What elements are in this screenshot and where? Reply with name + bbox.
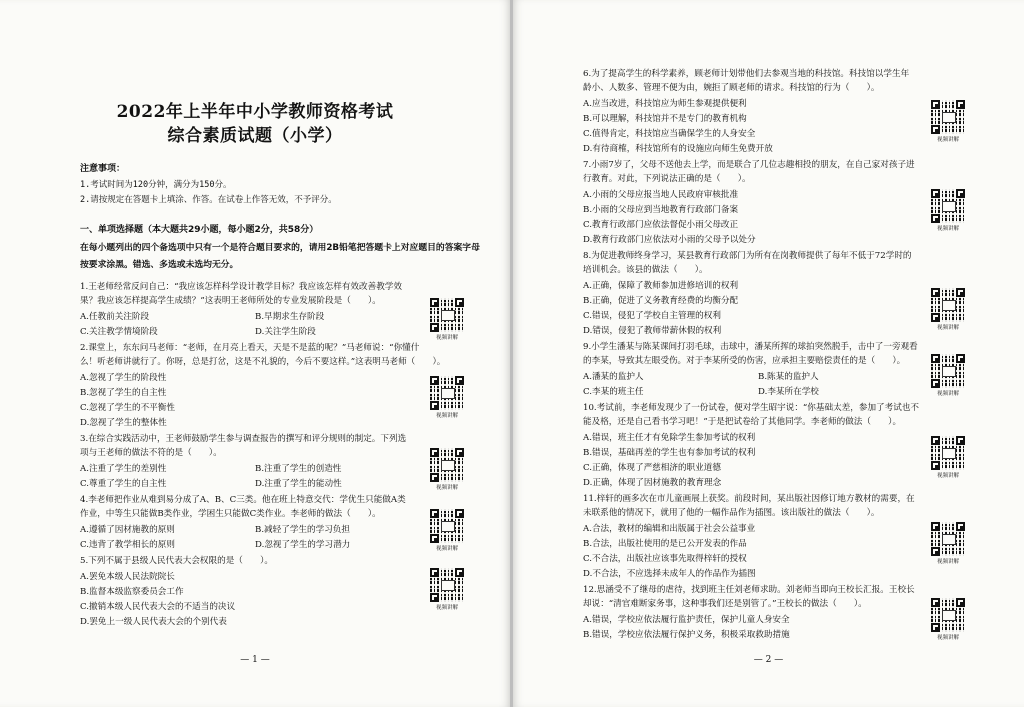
question-2-text: 么！听老师讲就行了。你呀，总是打岔，这是不礼貌的，今后不要这样。”这表明马老师（ ）。 <box>80 357 446 367</box>
q5-option-a: A.罢免本级人民法院院长 <box>80 572 175 582</box>
notes-heading: 注意事项： <box>80 164 126 174</box>
q7-option-b: B.小雨的父母应到当地教育行政部门备案 <box>583 205 739 215</box>
q5-option-b: B.监督本级监察委员会工作 <box>80 587 184 597</box>
q4-option-d: D.忽视了学生的学习潜力 <box>255 540 351 550</box>
question-4-text: 4.李老师把作业从难到易分成了A、B、C三类。他在班上特意交代：学优生只能做A类 <box>80 495 406 505</box>
page-1 <box>0 0 510 707</box>
q12-option-b: B.错误，学校应依法履行保护义务，积极采取救助措施 <box>583 630 790 640</box>
q6-option-d: D.有待商榷，科技馆所有的设施应向师生免费开放 <box>583 144 773 154</box>
qr-caption: 视频讲解 <box>435 485 458 491</box>
q3-option-a: A.注重了学生的差别性 <box>80 464 167 474</box>
q11-option-d: D.不合法，不应选择未成年人的作品作为插图 <box>583 569 756 579</box>
qr-code <box>929 354 967 398</box>
q11-option-c: C.不合法，出版社应该事先取得梓轩的授权 <box>583 554 747 564</box>
q2-option-d: D.忽视了学生的整体性 <box>80 418 167 428</box>
question-8-text: 培训机会。该县的做法（ ）。 <box>583 265 708 275</box>
q9-option-b: B.陈某的监护人 <box>758 372 819 382</box>
qr-code <box>929 100 967 144</box>
q4-option-c: C.违背了教学相长的原则 <box>80 540 175 550</box>
q2-option-a: A.忽视了学生的阶段性 <box>80 373 167 383</box>
question-5-text: 5.下列不属于县级人民代表大会权限的是（ ）。 <box>80 556 273 566</box>
q6-option-a: A.应当改进，科技馆应为师生参观提供便利 <box>583 99 747 109</box>
qr-code-icon <box>931 100 965 134</box>
exam-title: 2022年上半年中小学教师资格考试 <box>116 102 394 122</box>
q10-option-c: C.正确，体现了严慈相济的职业道德 <box>583 463 721 473</box>
qr-code <box>929 436 967 480</box>
question-11-text: 未联系他的情况下，就用了他的一幅作品作为插图。该出版社的做法（ ）。 <box>583 508 880 518</box>
qr-code <box>428 509 466 553</box>
qr-code <box>929 522 967 566</box>
q10-option-b: B.错误，基础再差的学生也有参加考试的权利 <box>583 448 756 458</box>
qr-caption: 视频讲解 <box>435 335 458 341</box>
question-10-text: 能及格，还是自己看书学习吧！”于是把试卷给了其他同学。李老师的做法（ ）。 <box>583 417 902 427</box>
qr-code-icon <box>430 568 464 602</box>
q8-option-c: C.错误，侵犯了学校自主管理的权利 <box>583 311 721 321</box>
page-number: — 1 — <box>240 655 270 665</box>
q9-option-a: A.潘某的监护人 <box>583 372 644 382</box>
question-3-text: 3.在综合实践活动中，王老师鼓励学生参与调查报告的撰写和评分规则的制定。下列选 <box>80 434 407 444</box>
q8-option-d: D.错误，侵犯了教师带薪休假的权利 <box>583 326 722 336</box>
section-instruction: 在每小题列出的四个备选项中只有一个是符合题目要求的，请用2B铅笔把答题卡上对应题目的答案字母按要求涂黑。错选、多选或未选均无分。 <box>80 243 480 270</box>
qr-caption: 视频讲解 <box>936 325 959 331</box>
qr-code <box>929 288 967 332</box>
question-1-text: 1.王老师经常反问自己：“我应该怎样科学设计教学目标？我应该怎样有效改善教学效 <box>80 282 402 292</box>
question-3-text: 项与王老师的做法不符的是（ ）。 <box>80 448 222 458</box>
qr-caption: 视频讲解 <box>936 559 959 565</box>
question-4-text: 作业，中等生只能做B类作业，学困生只能做C类作业。李老师的做法（ ）。 <box>80 509 381 519</box>
q5-option-c: C.撤销本级人民代表大会的不适当的决议 <box>80 602 236 612</box>
qr-code-icon <box>931 189 965 223</box>
qr-code-icon <box>430 298 464 332</box>
question-1-text: 果？我应该怎样提高学生成绩？”这表明王老师所处的专业发展阶段是（ ）。 <box>80 296 381 306</box>
qr-caption: 视频讲解 <box>936 635 959 641</box>
q2-option-b: B.忽视了学生的自主性 <box>80 388 167 398</box>
qr-caption: 视频讲解 <box>936 137 959 143</box>
q1-option-a: A.任教前关注阶段 <box>80 312 150 322</box>
exam-subtitle: 综合素质试题（小学） <box>167 126 343 146</box>
qr-code-icon <box>931 436 965 470</box>
q9-option-c: C.李某的班主任 <box>583 387 644 397</box>
q1-option-c: C.关注教学情境阶段 <box>80 327 158 337</box>
qr-caption: 视频讲解 <box>936 473 959 479</box>
qr-code-icon <box>931 288 965 322</box>
qr-code-icon <box>430 509 464 543</box>
note-item: 1.考试时间为120分钟，满分为150分。 <box>80 180 232 190</box>
qr-code <box>428 568 466 612</box>
qr-code <box>428 376 466 420</box>
q3-option-b: B.注重了学生的创造性 <box>255 464 342 474</box>
qr-code-icon <box>931 354 965 388</box>
qr-caption: 视频讲解 <box>936 226 959 232</box>
question-10-text: 10.考试前，李老师发现少了一份试卷，便对学生昭宇说：“你基础太差，参加了考试也不 <box>583 403 920 413</box>
q12-option-a: A.错误，学校应依法履行监护责任，保护儿童人身安全 <box>583 615 790 625</box>
question-9-text: 9.小学生潘某与陈某课间打羽毛球，击球中，潘某所挥的球拍突然脱手，击中了一旁观看 <box>583 342 918 352</box>
qr-code <box>929 189 967 233</box>
question-7-text: 行教育。对此，下列说法正确的是（ ）。 <box>583 174 751 184</box>
q9-option-d: D.李某所在学校 <box>758 387 819 397</box>
qr-code <box>428 298 466 342</box>
q7-option-a: A.小雨的父母应报当地人民政府审核批准 <box>583 190 739 200</box>
qr-caption: 视频讲解 <box>435 413 458 419</box>
section-heading: 一、单项选择题（本大题共29小题，每小题2分，共58分） <box>80 225 319 235</box>
q2-option-c: C.忽视了学生的不平衡性 <box>80 403 175 413</box>
question-7-text: 7.小雨7岁了，父母不送他去上学，而是联合了几位志趣相投的朋友，在自己家对孩子进 <box>583 160 915 170</box>
q3-option-c: C.尊重了学生的自主性 <box>80 479 167 489</box>
qr-code <box>929 598 967 642</box>
question-11-text: 11.梓轩的画多次在市儿童画展上获奖。前段时间，某出版社因修订地方教材的需要，在 <box>583 494 915 504</box>
qr-caption: 视频讲解 <box>435 605 458 611</box>
question-8-text: 8.为促进教师终身学习，某县教育行政部门为所有在岗教师提供了每年不低于72学时的 <box>583 251 912 261</box>
q10-option-a: A.错误，班主任才有免除学生参加考试的权利 <box>583 433 756 443</box>
q6-option-b: B.可以理解，科技馆并不是专门的教育机构 <box>583 114 747 124</box>
qr-caption: 视频讲解 <box>435 546 458 552</box>
q5-option-d: D.罢免上一级人民代表大会的个别代表 <box>80 617 227 627</box>
q4-option-a: A.遵循了因材施教的原则 <box>80 525 175 535</box>
question-9-text: 的李某，导致其左眼受伤。对于李某所受的伤害，应承担主要赔偿责任的是（ ）。 <box>583 356 906 366</box>
q10-option-d: D.正确，体现了因材施教的教育理念 <box>583 478 722 488</box>
question-12-text: 却说：“清官难断家务事，这种事我们还是别管了。”王校长的做法（ ）。 <box>583 599 867 609</box>
qr-caption: 视频讲解 <box>936 391 959 397</box>
q4-option-b: B.减轻了学生的学习负担 <box>255 525 350 535</box>
question-2-text: 2.课堂上，东东问马老师：“老师，在月亮上看天，天是不是蓝的呢？”马老师说：“你懂什 <box>80 343 420 353</box>
q6-option-c: C.值得肯定，科技馆应当确保学生的人身安全 <box>583 129 756 139</box>
q7-option-d: D.教育行政部门应依法对小雨的父母予以处分 <box>583 235 756 245</box>
qr-code-icon <box>430 376 464 410</box>
qr-code-icon <box>931 522 965 556</box>
q1-option-d: D.关注学生阶段 <box>255 327 316 337</box>
question-6-text: 龄小、人数多、管理不便为由，婉拒了顾老师的请求。科技馆的行为（ ）。 <box>583 83 880 93</box>
qr-code-icon <box>931 598 965 632</box>
qr-code-icon <box>430 448 464 482</box>
q11-option-b: B.合法，出版社使用的是已公开发表的作品 <box>583 539 747 549</box>
note-item: 2.请按规定在答题卡上填涂、作答。在试卷上作答无效，不予评分。 <box>80 195 337 205</box>
q1-option-b: B.早期求生存阶段 <box>255 312 325 322</box>
page-2 <box>513 0 1024 707</box>
qr-code <box>428 448 466 492</box>
question-12-text: 12.思涵受不了继母的虐待，找到班主任刘老师求助。刘老师当即向王校长汇报。王校长 <box>583 585 915 595</box>
q11-option-a: A.合法，教材的编辑和出版属于社会公益事业 <box>583 524 756 534</box>
q7-option-c: C.教育行政部门应依法督促小雨父母改正 <box>583 220 739 230</box>
q3-option-d: D.注重了学生的能动性 <box>255 479 342 489</box>
page-number: — 2 — <box>753 655 784 665</box>
question-6-text: 6.为了提高学生的科学素养，顾老师计划带他们去参观当地的科技馆。科技馆以学生年 <box>583 69 910 79</box>
q8-option-b: B.正确，促进了义务教育经费的均衡分配 <box>583 296 739 306</box>
q8-option-a: A.正确，保障了教师参加进修培训的权利 <box>583 281 739 291</box>
